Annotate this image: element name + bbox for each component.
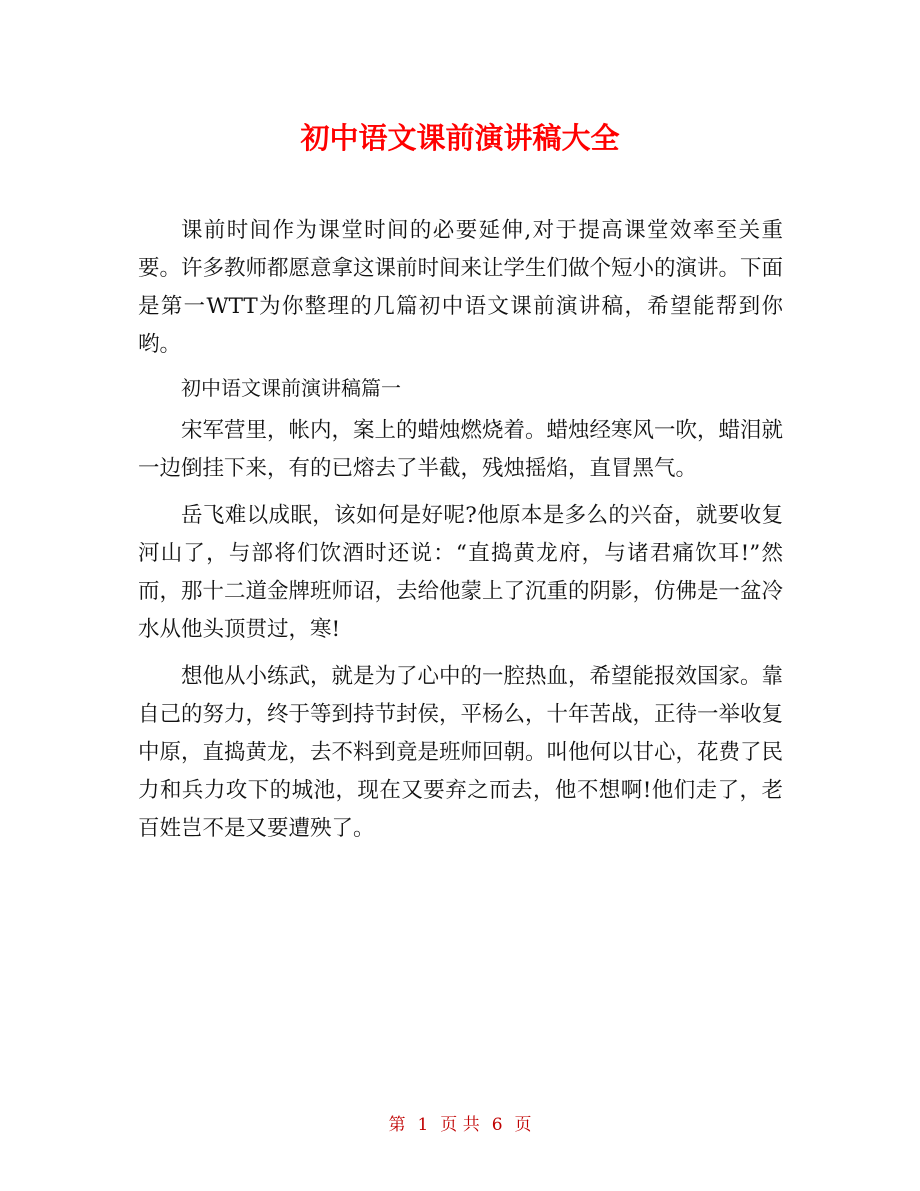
- footer-page-number: 1: [417, 1115, 429, 1135]
- intro-paragraph: 课前时间作为课堂时间的必要延伸,对于提高课堂效率至关重要。许多教师都愿意拿这课前时间来让学生们做个短小的演讲。下面是第一WTT为你整理的几篇初中语文课前演讲稿，希望能帮到你哟。: [138, 218, 784, 357]
- footer-suffix: 页: [514, 1115, 532, 1135]
- footer-mid: 页 共: [440, 1115, 480, 1135]
- body-paragraph-3: 想他从小练武，就是为了心中的一腔热血，希望能报效国家。靠自己的努力，终于等到持节封侯，平杨么，十年苦战，正待一举收复中原，直捣黄龙，去不料到竟是班师回朝。叫他何以甘心，花费了民力和兵力攻下的城池，现在又要弃之而去，他不想啊!他们走了，老百姓岂不是又要遭殃了。: [138, 664, 784, 841]
- document-body: [138, 212, 783, 848]
- document-title: 初中语文课前演讲稿大全: [300, 121, 620, 155]
- body-paragraph-2: 岳飞难以成眠，该如何是好呢?他原本是多么的兴奋，就要收复河山了，与部将们饮酒时还说：“直捣黄龙府，与诸君痛饮耳!”然而，那十二道金牌班师诏，去给他蒙上了沉重的阴影，仿佛是一盆冷水从他头顶贯过，寒!: [138, 503, 784, 642]
- page-footer: [0, 1114, 920, 1136]
- section-heading: 初中语文课前演讲稿篇一: [181, 376, 401, 400]
- body-paragraph-1: 宋军营里，帐内，案上的蜡烛燃烧着。蜡烛经寒风一吹，蜡泪就一边倒挂下来，有的已熔去了半截，残烛摇焰，直冒黑气。: [138, 418, 784, 481]
- footer-prefix: 第: [388, 1115, 406, 1135]
- footer-total-pages: 6: [491, 1115, 503, 1135]
